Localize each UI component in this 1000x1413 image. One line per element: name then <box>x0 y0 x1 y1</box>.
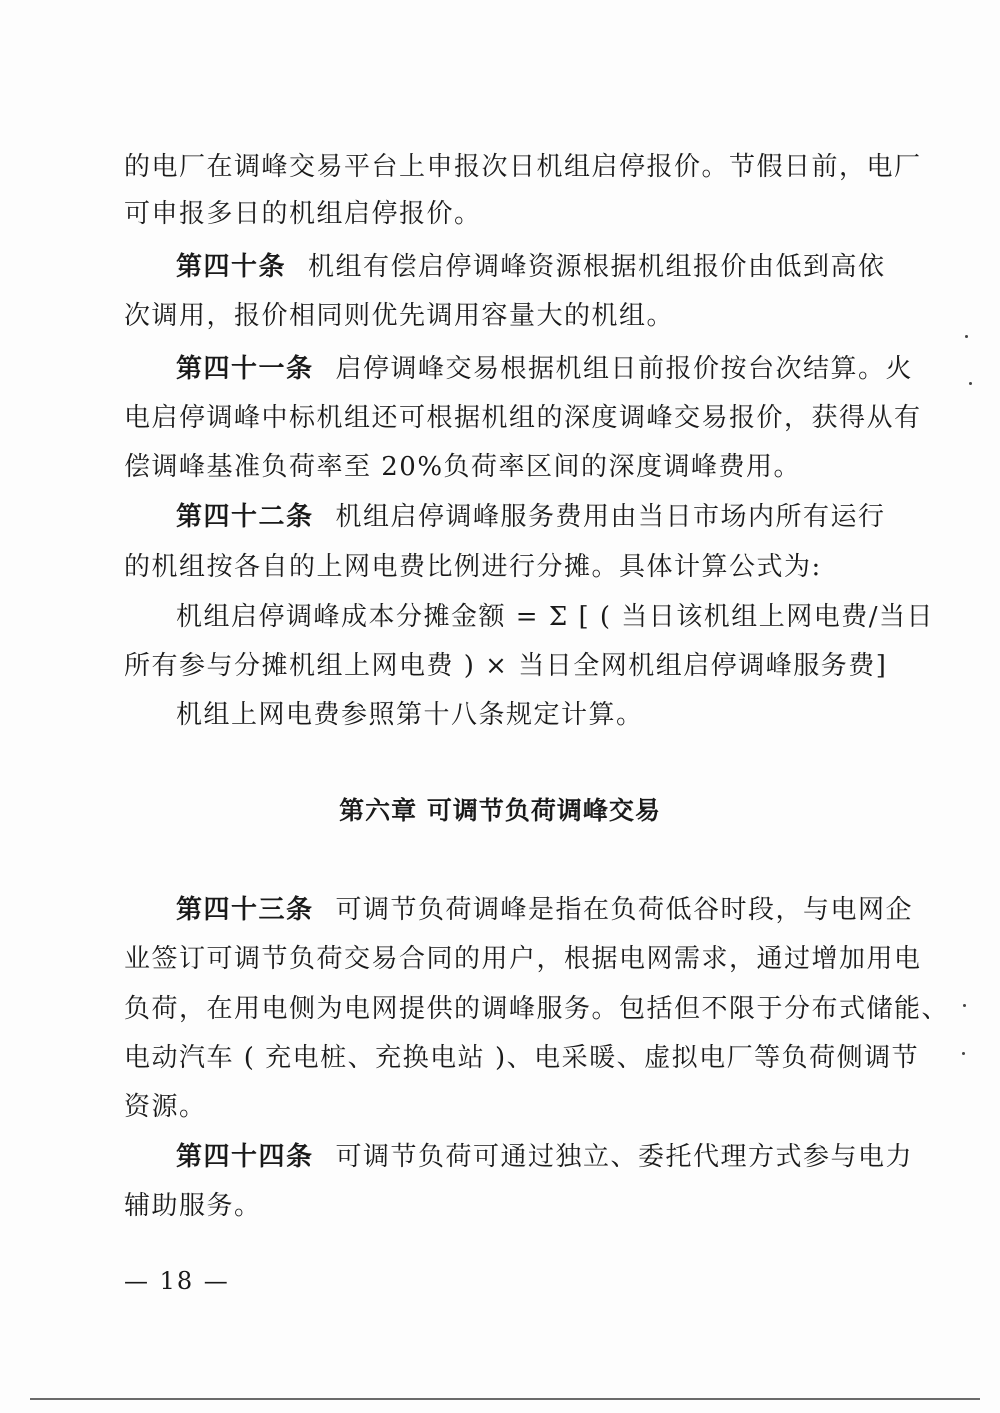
article-40-heading: 第四十条 <box>176 252 287 282</box>
article-43-text: 可调节负荷调峰是指在负荷低谷时段，与电网企 <box>335 895 914 925</box>
formula-line-2: 所有参与分摊机组上网电费 ) × 当日全网机组启停调峰服务费] <box>124 651 888 681</box>
scan-speck <box>962 1052 965 1055</box>
paragraph-line: 可申报多日的机组启停报价。 <box>124 199 482 229</box>
article-42-line-1 <box>176 500 886 534</box>
paragraph-line: 次调用，报价相同则优先调用容量大的机组。 <box>124 301 675 331</box>
article-44-text: 可调节负荷可通过独立、委托代理方式参与电力 <box>335 1142 914 1172</box>
paragraph-line: 辅助服务。 <box>124 1191 262 1221</box>
article-44-heading: 第四十四条 <box>176 1142 314 1172</box>
article-41-line-1 <box>176 352 914 386</box>
paragraph-line: 资源。 <box>124 1092 207 1122</box>
scan-speck <box>969 382 972 385</box>
formula-line-1: 机组启停调峰成本分摊金额 = Σ [ ( 当日该机组上网电费/当日 <box>176 602 935 632</box>
article-40-line-1 <box>176 250 886 284</box>
paragraph-line: 的机组按各自的上网电费比例进行分摊。具体计算公式为: <box>124 552 822 582</box>
article-44-line-1 <box>176 1140 914 1174</box>
scan-edge-rule <box>30 1398 980 1400</box>
scan-speck <box>965 335 968 338</box>
formula-note: 机组上网电费参照第十八条规定计算。 <box>176 700 644 730</box>
article-41-text: 启停调峰交易根据机组日前报价按台次结算。火 <box>335 354 914 384</box>
article-43-heading: 第四十三条 <box>176 895 314 925</box>
paragraph-line: 偿调峰基准负荷率至 20%负荷率区间的深度调峰费用。 <box>124 452 802 482</box>
article-41-heading: 第四十一条 <box>176 354 314 384</box>
chapter-heading: 第六章 可调节负荷调峰交易 <box>339 796 661 825</box>
paragraph-line: 电启停调峰中标机组还可根据机组的深度调峰交易报价，获得从有 <box>124 403 922 433</box>
paragraph-line: 负荷，在用电侧为电网提供的调峰服务。包括但不限于分布式储能、 <box>124 994 950 1024</box>
paragraph-line: 业签订可调节负荷交易合同的用户，根据电网需求，通过增加用电 <box>124 944 922 974</box>
paragraph-line: 电动汽车 ( 充电桩、充换电站 )、电采暖、虚拟电厂等负荷侧调节 <box>124 1043 920 1073</box>
scan-speck <box>963 1004 966 1007</box>
article-43-line-1 <box>176 893 914 927</box>
paragraph-line: 的电厂在调峰交易平台上申报次日机组启停报价。节假日前，电厂 <box>124 152 922 182</box>
page-number: — 18 — <box>124 1267 230 1295</box>
article-42-text: 机组启停调峰服务费用由当日市场内所有运行 <box>335 502 886 532</box>
article-42-heading: 第四十二条 <box>176 502 314 532</box>
article-40-text: 机组有偿启停调峰资源根据机组报价由低到高依 <box>308 252 886 282</box>
